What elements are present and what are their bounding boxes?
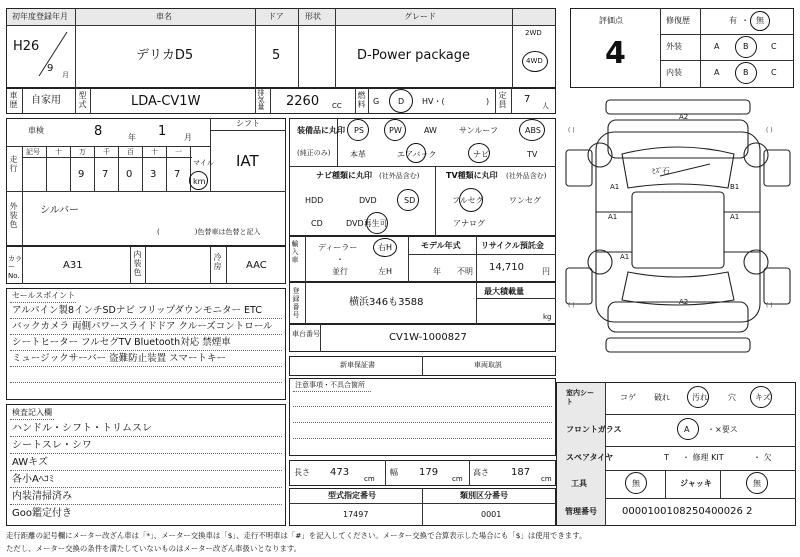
- equip-airbag-circle: [406, 143, 426, 163]
- color-label: 外装色: [9, 202, 18, 229]
- equip-ps: PS: [354, 126, 364, 135]
- svg-text:( ): ( ): [766, 127, 773, 134]
- repair-no: 無: [756, 16, 764, 25]
- svg-text:( ): ( ): [568, 127, 575, 134]
- sales-line-2: バックカメラ 両側パワースライドドア クルーズコントロール: [12, 321, 273, 332]
- type-no: 17497: [343, 510, 369, 519]
- ac-value: AAC: [246, 260, 267, 271]
- cc-unit: CC: [332, 102, 342, 110]
- equip-abs: ABS: [525, 126, 541, 135]
- inspection-year: 8: [94, 124, 103, 139]
- int-grade-b: B: [743, 68, 749, 77]
- equipment-subtitle: (純正のみ): [297, 149, 331, 157]
- manual-label: 車両取説: [474, 361, 502, 369]
- mileage-digit: 0: [126, 169, 133, 180]
- inspector-label: 検査記入欄: [12, 408, 52, 417]
- navi-dvd: DVD: [359, 196, 377, 205]
- svg-text:( ): ( ): [568, 302, 575, 309]
- row2-box: [6, 88, 556, 114]
- plate-label: 登録番号: [292, 287, 300, 319]
- color-value: シルバー: [40, 205, 80, 216]
- grade: D-Power package: [357, 48, 471, 63]
- capacity-label: 定員: [498, 91, 507, 109]
- glass-a-circle: [677, 418, 699, 440]
- tv-note: (社外品含む): [506, 172, 547, 180]
- mgmt-no: 0000100108250400026 2: [622, 506, 753, 517]
- door-label: ドア: [268, 12, 284, 21]
- reg-label: 初年度登録年月: [12, 12, 68, 21]
- int-grade-a: A: [714, 68, 720, 77]
- navi-sd: SD: [404, 196, 416, 205]
- capacity-unit: 人: [542, 102, 549, 110]
- model: LDA-CV1W: [131, 94, 201, 109]
- seat-stain: 汚れ: [692, 393, 708, 402]
- length-label: 長さ: [294, 468, 310, 477]
- height-unit: cm: [541, 475, 552, 483]
- repair-no-circle: [750, 11, 770, 31]
- fuel-close: ): [486, 97, 490, 106]
- mileage-unit-label: 記号: [26, 148, 40, 156]
- int-grade-c: C: [771, 68, 777, 77]
- right-handle-circle: [373, 238, 397, 257]
- svg-text:( ): ( ): [766, 302, 773, 309]
- drive-2wd: 2WD: [525, 29, 542, 37]
- sales-line-1: アルパイン製8インチSDナビ フリップダウンモニター ETC: [12, 305, 262, 316]
- diag-label-a1-left: A1: [610, 183, 620, 191]
- inspector-line-5: 内装清掃済み: [12, 491, 72, 502]
- length: 473: [330, 467, 350, 478]
- color-code: A31: [63, 260, 83, 271]
- navi-title: ナビ種類に丸印: [316, 171, 372, 180]
- caution-label: 注意事項・不具合箇所: [295, 381, 365, 389]
- mileage-digit: 7: [102, 169, 109, 180]
- inspector-line-4: 各小Aﾍｺﾐ: [12, 474, 54, 485]
- spare-none: ・ 欠: [753, 453, 772, 462]
- repair-sep: ・: [741, 16, 749, 25]
- model-year-unknown: 不明: [457, 267, 473, 276]
- navi-hdd: HDD: [305, 196, 324, 205]
- mileage-unit-label: 万: [79, 148, 86, 156]
- equipment-title: 装備品に丸印: [297, 126, 345, 135]
- chassis: CV1W-1000827: [389, 332, 467, 343]
- inspection-year-unit: 年: [128, 133, 136, 142]
- navi-note: (社外品含む): [379, 172, 420, 180]
- mileage-digit: 7: [174, 169, 181, 180]
- seat-tear: 破れ: [654, 393, 670, 402]
- color-code-box: [6, 246, 286, 284]
- sales-points-label: セールスポイント: [12, 291, 76, 300]
- fuel-d: D: [398, 97, 405, 106]
- navi-dvd-play-circle: [366, 212, 388, 234]
- import-parallel: 並行: [332, 267, 348, 276]
- interior-label: 内装: [666, 68, 682, 77]
- footer-line-1: 走行距離の記号欄にメーター改ざん車は「*」、メーター交換車は「$」、走行不明車は「#」を記入してください。メーター交換で合算表示した場合にも「$」は使用できます。: [6, 531, 587, 540]
- equip-airbag: エアバック: [397, 150, 437, 159]
- diag-label-a1-rear: A1: [620, 253, 630, 261]
- spare-t: T: [664, 453, 669, 462]
- mileage-digit: 3: [150, 169, 157, 180]
- inspection-month-unit: 月: [184, 133, 192, 142]
- inspector-line-6: Goo鑑定付き: [12, 508, 72, 519]
- width-unit: cm: [452, 475, 463, 483]
- model-year-label: モデル年式: [421, 241, 461, 250]
- caution-box: [289, 378, 556, 456]
- left-handle: 左H: [378, 267, 393, 276]
- fuel-d-circle: [389, 89, 413, 113]
- shift: IAT: [236, 152, 259, 170]
- model-label: 型式: [78, 91, 87, 109]
- width: 179: [419, 467, 439, 478]
- max-load-unit: kg: [543, 313, 552, 321]
- tv-oneseg: ワンセグ: [509, 196, 541, 205]
- footer-line-2: ただし、メーター交換の条件を満たしていないものはメーター改ざん車扱いとなります。: [6, 544, 302, 553]
- ext-grade-b: B: [743, 42, 749, 51]
- mileage-column-divider: [142, 146, 143, 191]
- ac-label: 冷房: [213, 253, 222, 271]
- inspection-month: 1: [158, 124, 167, 139]
- spare-kit: ・ 修理 KIT: [682, 453, 724, 462]
- score: 4: [605, 36, 626, 71]
- chassis-label: 車台番号: [292, 330, 320, 338]
- drive-4wd: 4WD: [526, 57, 543, 65]
- jack-label: ジャッキ: [680, 479, 712, 488]
- import-label: 輸入車: [291, 240, 299, 264]
- km-label: km: [193, 177, 206, 186]
- tv-title: TV種類に丸印: [446, 171, 498, 180]
- use-value: 自家用: [31, 95, 61, 106]
- seat-scratch-circle: [750, 386, 772, 408]
- equip-aw: AW: [424, 126, 437, 135]
- equip-leather: 本革: [350, 150, 366, 159]
- inspection-label: 車検: [28, 126, 44, 135]
- disp-label: 排気量: [257, 89, 265, 110]
- ext-grade-a: A: [714, 42, 720, 51]
- height: 187: [511, 467, 531, 478]
- mileage-column-divider: [118, 146, 119, 191]
- inspector-line-3: AWキズ: [12, 457, 48, 468]
- diag-label-b1-right: B1: [730, 183, 740, 191]
- import-dealer: ディーラー: [318, 243, 358, 252]
- seat-burn: コゲ: [620, 393, 636, 402]
- class-no: 0001: [481, 510, 502, 519]
- plate: 横浜346も3588: [349, 297, 424, 308]
- class-label: 類別区分番号: [460, 491, 508, 500]
- jack-value-circle: [746, 472, 768, 494]
- reg-month: 9: [47, 63, 54, 74]
- mileage-digit: 9: [78, 169, 85, 180]
- use-label: 車歴: [9, 91, 18, 109]
- reg-month-unit: 月: [62, 71, 69, 79]
- repair-label: 修復歴: [666, 16, 690, 25]
- mileage-unit-label: 一: [175, 148, 182, 156]
- repair-yes: 有: [729, 16, 737, 25]
- import-dot: ・: [336, 255, 344, 264]
- right-handle: 右H: [378, 243, 393, 252]
- capacity: 7: [524, 94, 531, 105]
- diag-label-a1-mid: A1: [608, 213, 618, 221]
- score-label: 評価点: [599, 16, 623, 25]
- mileage-label: 走行: [9, 155, 18, 173]
- mileage-unit-label: 千: [103, 148, 110, 156]
- sales-line-3: シートヒーター フルセグTV Bluetooth対応 禁煙車: [12, 337, 231, 348]
- max-load-label: 最大積載量: [484, 287, 524, 296]
- navi-sd-circle: [397, 189, 419, 211]
- diag-label-chip: ﾋｽﾞ石: [652, 167, 670, 175]
- seat-stain-circle: [687, 386, 709, 408]
- glass-a: A: [684, 425, 690, 434]
- diag-label-a2-front: A2: [679, 113, 689, 121]
- interior-color-label: 内装色: [133, 250, 142, 277]
- ext-grade-c: C: [771, 42, 777, 51]
- navi-cd: CD: [311, 219, 323, 228]
- type-label: 型式指定番号: [328, 491, 376, 500]
- tv-fullseg-circle: [459, 188, 483, 212]
- seat-scratch: キズ: [755, 393, 771, 402]
- length-unit: cm: [364, 475, 375, 483]
- ext-grade-circle: [735, 36, 757, 58]
- tool-label: 工具: [571, 479, 587, 488]
- spare-label: スペアタイヤ: [566, 453, 614, 462]
- glass-label: フロントガラス: [566, 425, 622, 434]
- mile-label: マイル: [193, 159, 214, 167]
- mileage-column-divider: [70, 146, 71, 191]
- inspector-line-1: ハンドル・シフト・トリムスレ: [12, 423, 152, 434]
- seat-hole: 穴: [728, 393, 736, 402]
- diag-label-a1-mid-right: A1: [730, 213, 740, 221]
- sales-line-4: ミュージックサーバー 盗難防止装置 スマートキー: [12, 353, 226, 364]
- tv-fullseg: フルセグ: [452, 196, 484, 205]
- mileage-column-divider: [94, 146, 95, 191]
- equip-pw: PW: [389, 126, 402, 135]
- shift-label: シフト: [236, 119, 260, 128]
- displacement: 2260: [286, 94, 320, 109]
- recycle-value: 14,710: [489, 262, 524, 273]
- mileage-unit-label: 百: [127, 148, 134, 156]
- mileage-column-divider: [166, 146, 167, 191]
- mileage-column-divider: [46, 146, 47, 191]
- fuel-g: G: [373, 97, 380, 106]
- equip-tv: TV: [527, 150, 538, 159]
- fuel-label: 燃料: [357, 91, 366, 109]
- navi-dvd-play: DVD再生可: [346, 219, 388, 228]
- width-label: 幅: [390, 468, 398, 477]
- doors: 5: [272, 48, 281, 63]
- inspection-box: [6, 118, 286, 246]
- shape-label: 形状: [305, 12, 321, 21]
- drive-4wd-circle: [522, 51, 548, 72]
- damage-diagram: [560, 92, 796, 382]
- car-name-label: 車名: [156, 12, 172, 21]
- recycle-label: リサイクル預託金: [481, 241, 544, 250]
- glass-x: ・×要ス: [707, 425, 738, 434]
- reg-era: H26: [13, 39, 40, 54]
- height-label: 高さ: [473, 468, 489, 477]
- jack-value: 無: [753, 479, 761, 488]
- car-outline-icon: [560, 92, 796, 382]
- fuel-hv: HV・(: [422, 97, 445, 106]
- color-note: ( )色替車は色替と記入: [157, 228, 261, 236]
- equip-sunroof: サンルーフ: [459, 126, 498, 135]
- mgmt-label: 管理番号: [565, 507, 597, 516]
- equip-navi: ナビ: [473, 150, 489, 159]
- recycle-unit: 円: [542, 267, 550, 276]
- equip-navi-circle: [468, 143, 490, 163]
- km-circle: [189, 171, 208, 190]
- interior-seat-label: 室内シート: [566, 389, 594, 407]
- model-year-unit: 年: [433, 267, 441, 276]
- tv-analog: アナログ: [453, 219, 485, 228]
- diag-label-a2-rear: A2: [679, 298, 689, 306]
- mileage-unit-label: 十: [151, 148, 158, 156]
- tool-value: 無: [632, 479, 640, 488]
- equip-ps-circle: [347, 119, 369, 141]
- inspector-line-2: シートスレ・シワ: [12, 440, 92, 451]
- int-grade-circle: [735, 62, 757, 84]
- equip-abs-circle: [519, 119, 545, 141]
- warranty-label: 新車保証書: [340, 361, 375, 369]
- color-code-label: カラーNo.: [8, 255, 22, 280]
- equip-pw-circle: [384, 119, 406, 141]
- exterior-label: 外装: [666, 42, 682, 51]
- grade-label: グレード: [404, 12, 436, 21]
- tool-value-circle: [625, 472, 647, 494]
- mileage-unit-label: 十: [55, 148, 62, 156]
- car-name: デリカD5: [136, 48, 194, 63]
